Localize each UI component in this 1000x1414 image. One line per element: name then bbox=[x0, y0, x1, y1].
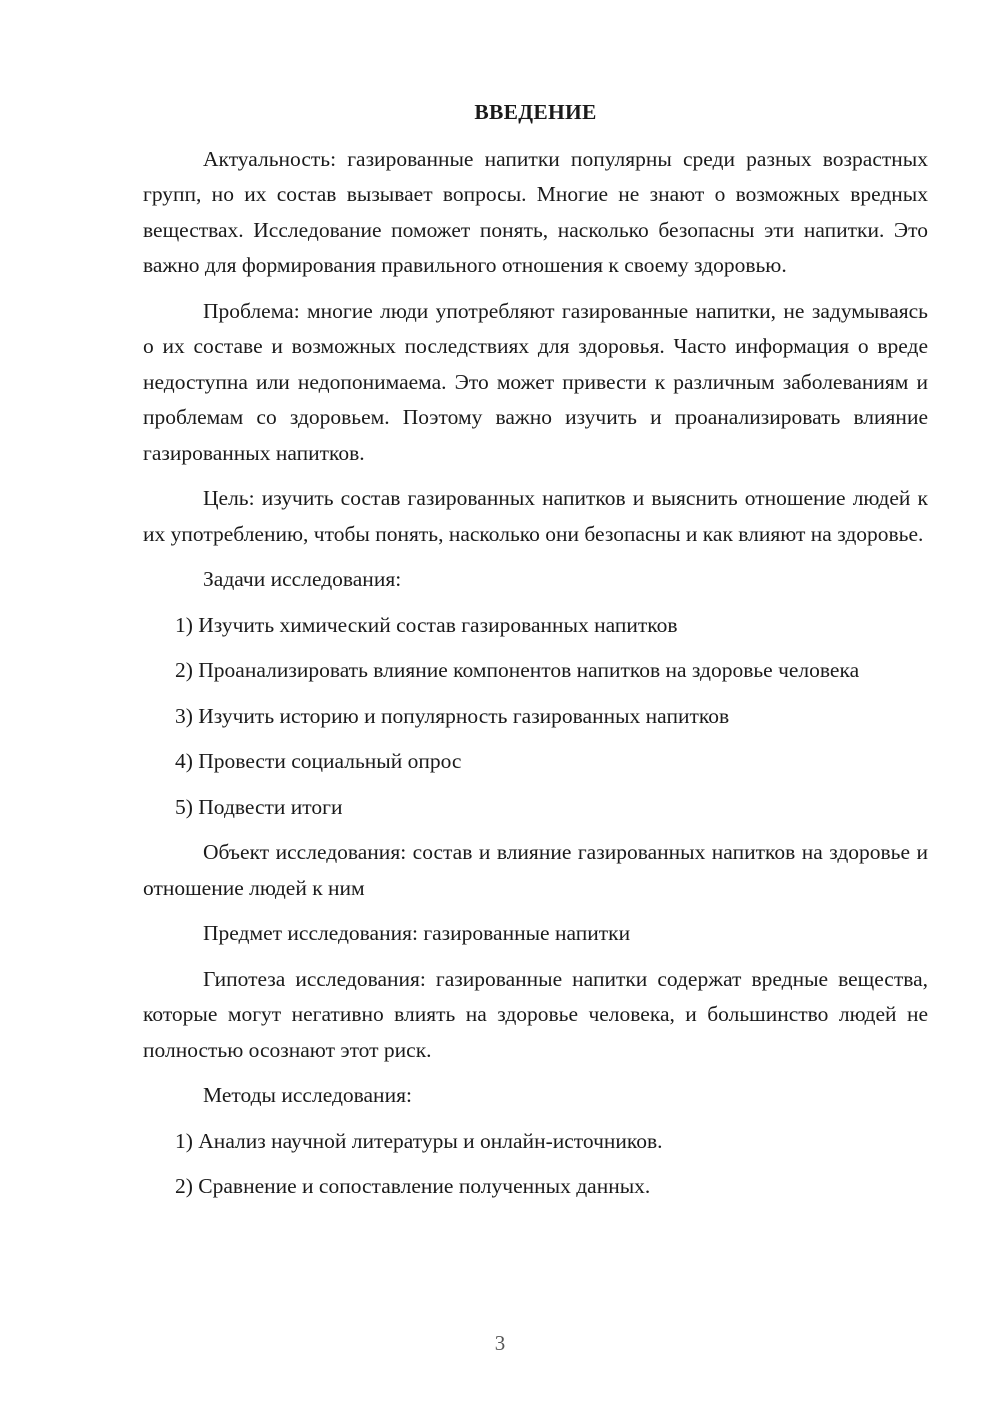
hypothesis-paragraph: Гипотеза исследования: газированные напитки содержат вредные вещества, которые могут негативно влиять на здоровье человека, и большинство людей не полностью осознают этот риск. bbox=[143, 966, 928, 1062]
task-item: 5) Подвести итоги bbox=[175, 794, 343, 819]
tasks-heading: Задачи исследования: bbox=[203, 567, 402, 591]
subject-paragraph: Предмет исследования: газированные напитки bbox=[203, 921, 631, 945]
methods-heading: Методы исследования: bbox=[203, 1083, 412, 1107]
section-title: ВВЕДЕНИЕ bbox=[474, 100, 597, 124]
method-item: 1) Анализ научной литературы и онлайн-источников. bbox=[175, 1128, 663, 1153]
method-item: 2) Сравнение и сопоставление полученных данных. bbox=[175, 1174, 651, 1198]
task-item: 1) Изучить химический состав газированных напитков bbox=[175, 612, 678, 637]
actuality-paragraph: Актуальность: газированные напитки популярны среди разных возрастных групп, но их состав вызывает вопросы. Многие не знают о возможных вредных веществах. Исследование поможет понять, насколько безопасны эти напитки. Это важно для формирования правильного отношения к своему здоровью. bbox=[143, 146, 928, 277]
task-item: 2) Проанализировать влияние компонентов напитков на здоровье человека bbox=[175, 658, 860, 682]
object-paragraph: Объект исследования: состав и влияние газированных напитков на здоровье и отношение людей к ним bbox=[143, 840, 928, 900]
page-number: 3 bbox=[494, 1331, 506, 1355]
goal-paragraph: Цель: изучить состав газированных напитков и выяснить отношение людей к их употреблению, чтобы понять, насколько они безопасны и как влияют на здоровье. bbox=[143, 486, 928, 546]
problem-paragraph: Проблема: многие люди употребляют газированные напитки, не задумываясь о их составе и возможных последствиях для здоровья. Часто информация о вреде недоступна или недопонимаема. Это может привести к различным заболеваниям и проблемам со здоровьем. Поэтому важно изучить и проанализировать влияние газированных напитков. bbox=[143, 298, 928, 465]
task-item: 4) Провести социальный опрос bbox=[175, 749, 462, 773]
task-item: 3) Изучить историю и популярность газированных напитков bbox=[175, 703, 730, 728]
page-content bbox=[143, 95, 928, 1215]
